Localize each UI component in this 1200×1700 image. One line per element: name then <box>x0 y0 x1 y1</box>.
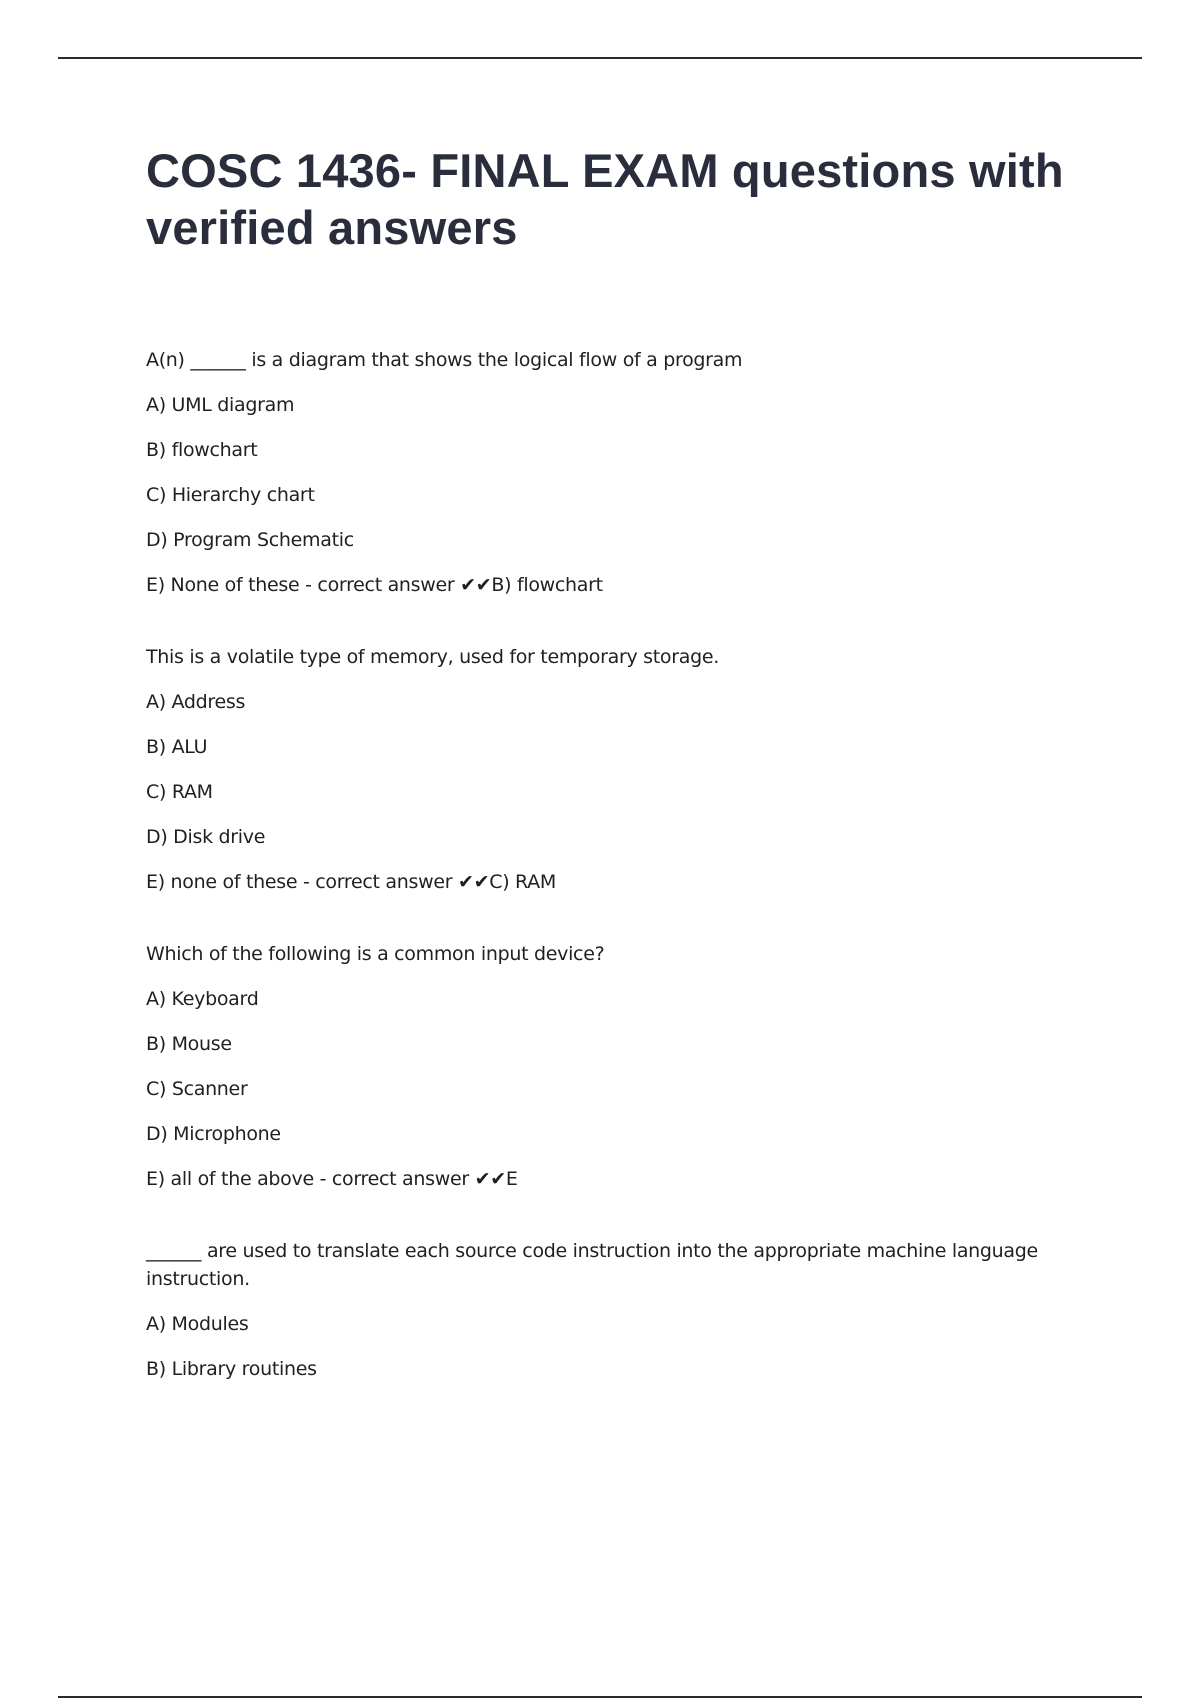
answer-option-with-correct-answer: E) none of these - correct answer ✔✔C) RAM <box>146 871 556 893</box>
answer-option-with-correct-answer: E) None of these - correct answer ✔✔B) flowchart <box>146 574 603 596</box>
answer-option: B) Library routines <box>146 1358 317 1380</box>
answer-option-with-correct-answer: E) all of the above - correct answer ✔✔E <box>146 1168 518 1190</box>
bottom-rule <box>58 1696 1142 1698</box>
answer-option: A) Keyboard <box>146 988 259 1010</box>
question-prompt: ______ are used to translate each source code instruction into the appropriate machine language instruction. <box>146 1240 1038 1290</box>
question-prompt: A(n) ______ is a diagram that shows the logical flow of a program <box>146 349 743 371</box>
answer-option: B) flowchart <box>146 439 258 461</box>
answer-option: A) Address <box>146 691 246 713</box>
question-2 <box>146 643 1106 896</box>
answer-option: C) Scanner <box>146 1078 248 1100</box>
question-prompt: This is a volatile type of memory, used for temporary storage. <box>146 646 719 668</box>
answer-option: B) Mouse <box>146 1033 232 1055</box>
answer-option: A) UML diagram <box>146 394 295 416</box>
question-4 <box>146 1237 1106 1383</box>
question-prompt: Which of the following is a common input device? <box>146 943 605 965</box>
answer-option: D) Program Schematic <box>146 529 354 551</box>
answer-option: D) Disk drive <box>146 826 266 848</box>
question-3 <box>146 940 1106 1193</box>
answer-option: A) Modules <box>146 1313 249 1335</box>
answer-option: B) ALU <box>146 736 208 758</box>
top-rule <box>58 57 1142 59</box>
question-list <box>146 346 1106 1427</box>
question-1 <box>146 346 1106 599</box>
answer-option: D) Microphone <box>146 1123 281 1145</box>
document-title: COSC 1436- FINAL EXAM questions with verified answers <box>146 144 1064 254</box>
answer-option: C) Hierarchy chart <box>146 484 315 506</box>
answer-option: C) RAM <box>146 781 213 803</box>
